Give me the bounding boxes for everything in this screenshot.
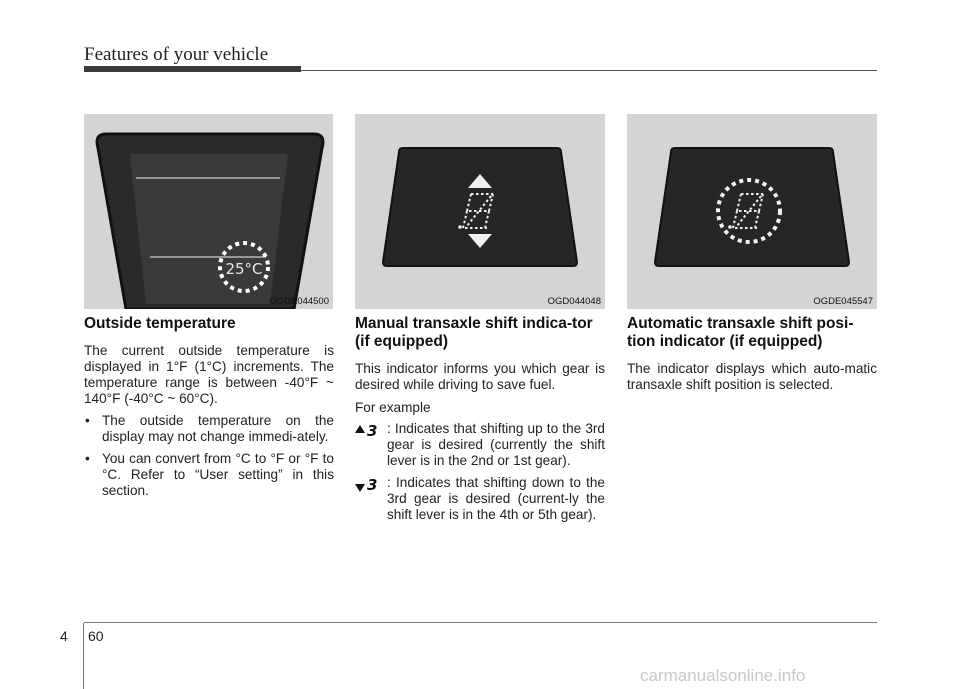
figure-manual-shift-indicator	[355, 114, 605, 309]
manual-shift-illustration	[355, 114, 605, 309]
example-text: : Indicates that shifting down to the 3rd gear is desired (current-ly the shift lever is in the 4th or 5th gear).	[387, 475, 605, 522]
bullet-list	[84, 413, 334, 499]
figure-code: OGDE045547	[813, 296, 873, 307]
header-bar	[84, 66, 301, 72]
section-manual-shift-indicator	[355, 315, 605, 523]
watermark-text: carmanualsonline.info	[640, 666, 806, 685]
footer-divider	[83, 623, 84, 689]
example-text: : Indicates that shifting up to the 3rd gear is desired (currently the shift lever is in the 2nd or 1st gear).	[387, 421, 605, 468]
example-shift-down	[355, 475, 605, 523]
bullet-text: The outside temperature on the display may not change immedi-ately.	[102, 413, 334, 444]
temperature-readout: 25°C	[225, 260, 263, 278]
section-paragraph: This indicator informs you which gear is desired while driving to save fuel.	[355, 361, 605, 392]
section-heading: Outside temperature	[84, 315, 236, 332]
example-shift-up	[355, 421, 605, 469]
svg-text:3: 3	[367, 476, 378, 493]
figure-outside-temperature	[84, 114, 333, 309]
section-heading: Manual transaxle shift indica-tor (if equipped)	[355, 315, 593, 350]
section-outside-temperature	[84, 315, 334, 505]
outside-temperature-illustration	[84, 114, 333, 309]
section-paragraph: The current outside temperature is displayed in 1°F (1°C) increments. The temperature range is between -40°F ~ 140°F (-40°C ~ 60°C).	[84, 343, 334, 406]
shift-down-3-icon	[355, 475, 387, 493]
shift-up-3-icon	[355, 421, 387, 439]
figure-code: OGDE044500	[269, 296, 329, 307]
page-header-title: Features of your vehicle	[84, 44, 269, 65]
bullet-text: You can convert from °C to °F or °F to °C. Refer to “User setting” in this section.	[102, 451, 334, 498]
section-automatic-shift-indicator	[627, 315, 877, 393]
automatic-shift-illustration	[627, 114, 877, 309]
figure-code: OGD044048	[547, 296, 601, 307]
section-paragraph: The indicator displays which auto-matic transaxle shift position is selected.	[627, 361, 877, 392]
list-item: • The outside temperature on the display may not change immedi-ately.	[85, 413, 334, 444]
section-heading: Automatic transaxle shift posi-tion indicator (if equipped)	[627, 315, 854, 350]
footer-rule	[84, 622, 877, 623]
page-number: 60	[88, 628, 104, 644]
svg-text:3: 3	[367, 422, 378, 439]
header-rule	[301, 70, 877, 71]
list-item: • You can convert from °C to °F or °F to °C. Refer to “User setting” in this section.	[85, 451, 334, 498]
figure-automatic-shift-indicator	[627, 114, 877, 309]
chapter-number: 4	[60, 628, 68, 644]
example-label: For example	[355, 400, 431, 415]
